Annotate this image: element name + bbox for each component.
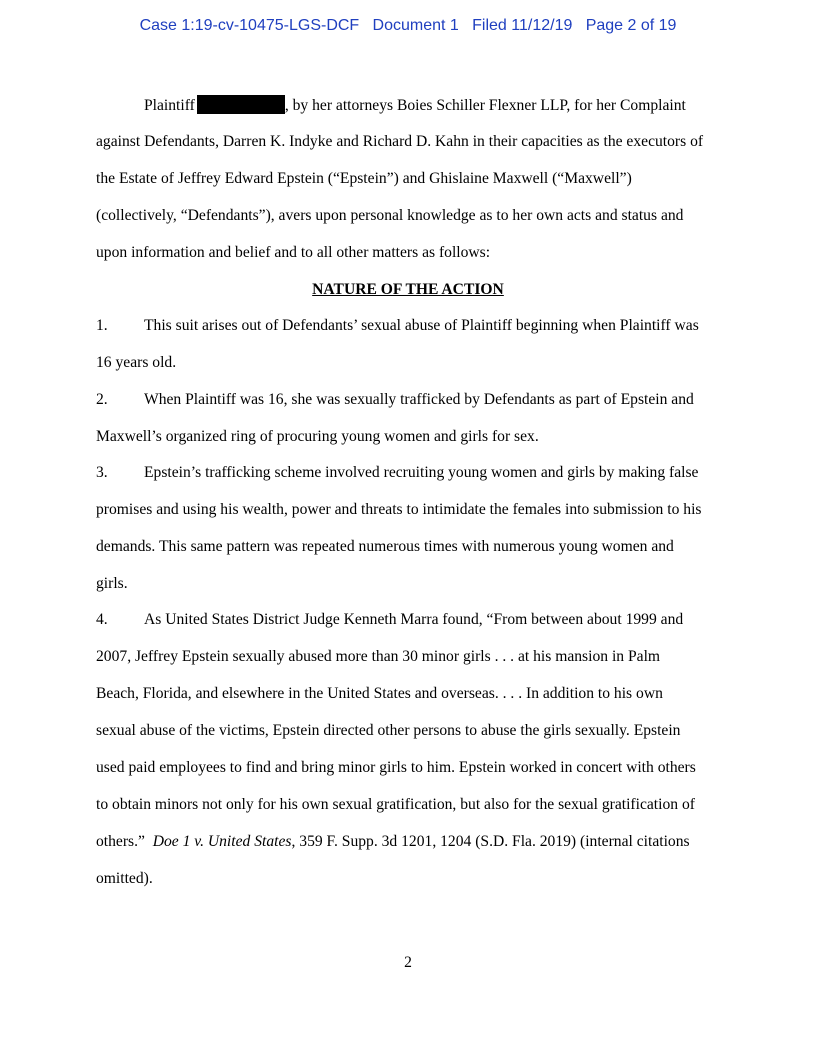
section-heading: NATURE OF THE ACTION xyxy=(312,281,504,298)
paragraph-line: Maxwell’s organized ring of procuring young women and girls for sex. xyxy=(96,428,539,445)
page-number: 2 xyxy=(404,954,412,971)
paragraph-line: When Plaintiff was 16, she was sexually trafficked by Defendants as part of Epstein and xyxy=(144,391,694,408)
paragraph-line: Beach, Florida, and elsewhere in the United States and overseas. . . . In addition to his own xyxy=(96,685,663,702)
paragraph-line: Epstein’s trafficking scheme involved recruiting young women and girls by making false xyxy=(144,464,699,481)
paragraph-number: 4. xyxy=(96,611,108,628)
intro-line-5: upon information and belief and to all other matters as follows: xyxy=(96,244,491,261)
paragraph-number: 1. xyxy=(96,317,108,334)
paragraph-line: 16 years old. xyxy=(96,354,177,371)
paragraph-line: 2007, Jeffrey Epstein sexually abused more than 30 minor girls . . . at his mansion in Palm xyxy=(96,648,661,665)
paragraph-line: As United States District Judge Kenneth Marra found, “From between about 1999 and xyxy=(144,611,684,628)
intro-line-2: against Defendants, Darren K. Indyke and Richard D. Kahn in their capacities as the executors of xyxy=(96,133,704,150)
paragraph-line: girls. xyxy=(96,575,128,592)
redaction-block xyxy=(197,95,285,114)
plaintiff-label: Plaintiff xyxy=(144,97,195,114)
intro-line-1 xyxy=(144,95,686,116)
paragraph-line: This suit arises out of Defendants’ sexual abuse of Plaintiff beginning when Plaintiff was xyxy=(144,317,699,334)
citation-line xyxy=(96,832,690,852)
paragraph-number: 2. xyxy=(96,391,108,408)
paragraph-number: 3. xyxy=(96,464,108,481)
paragraph-line: to obtain minors not only for his own sexual gratification, but also for the sexual gratification of xyxy=(96,796,695,813)
intro-line-1-rest: , by her attorneys Boies Schiller Flexner LLP, for her Complaint xyxy=(284,97,686,114)
citation-suffix: , 359 F. Supp. 3d 1201, 1204 (S.D. Fla. 2019) (internal citations xyxy=(291,833,690,850)
paragraph-line: demands. This same pattern was repeated numerous times with numerous young women and xyxy=(96,538,674,555)
paragraph-line: used paid employees to find and bring minor girls to him. Epstein worked in concert with others xyxy=(96,759,696,776)
paragraph-line: omitted). xyxy=(96,870,153,887)
paragraph-line: promises and using his wealth, power and threats to intimidate the females into submission to his xyxy=(96,501,702,518)
citation-prefix: others.” xyxy=(96,833,153,850)
case-header: Case 1:19-cv-10475-LGS-DCF Document 1 Filed 11/12/19 Page 2 of 19 xyxy=(139,17,677,34)
paragraph-line: sexual abuse of the victims, Epstein directed other persons to abuse the girls sexually. Epstein xyxy=(96,722,681,739)
case-name: Doe 1 v. United States xyxy=(152,833,292,850)
intro-line-4: (collectively, “Defendants”), avers upon personal knowledge as to her own acts and status and xyxy=(96,207,684,224)
intro-line-3: the Estate of Jeffrey Edward Epstein (“Epstein”) and Ghislaine Maxwell (“Maxwell”) xyxy=(96,170,632,187)
